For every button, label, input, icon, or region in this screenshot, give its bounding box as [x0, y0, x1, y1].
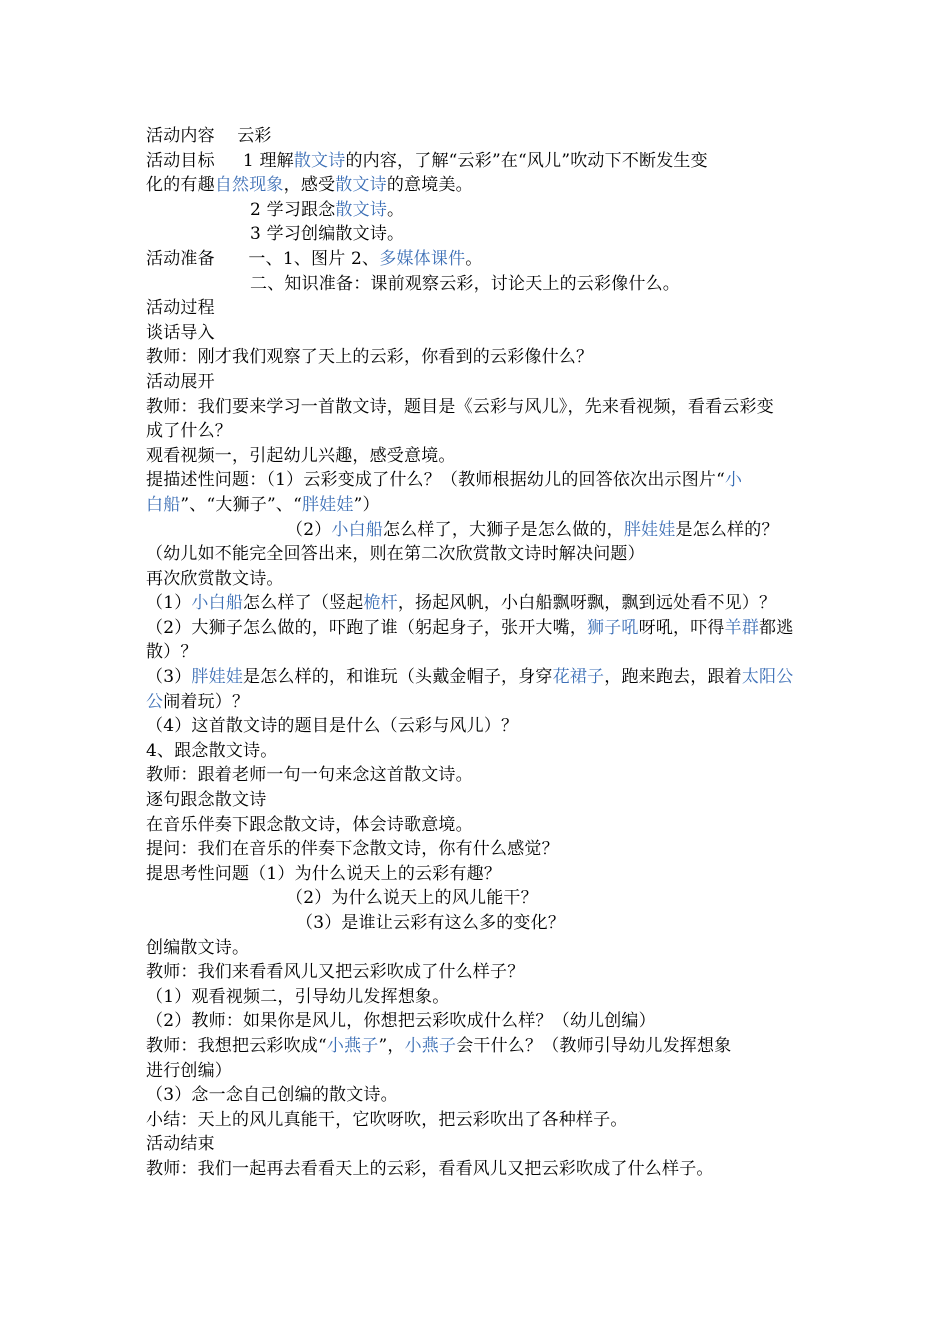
text-segment: 的内容，了解“云彩”在“风儿”吹动下不断发生变 [345, 150, 708, 171]
keyword-link[interactable]: 胖娃娃 [301, 494, 354, 515]
text-segment: 观看视频一，引起幼儿兴趣，感受意境。 [146, 445, 456, 466]
keyword-link[interactable]: 散文诗 [293, 150, 346, 171]
text-line [146, 591, 816, 616]
text-segment: 活动展开 [146, 371, 215, 392]
text-line [146, 985, 816, 1010]
text-line [146, 198, 816, 223]
text-segment: ”） [353, 494, 380, 515]
keyword-link[interactable]: 小燕子 [326, 1035, 379, 1056]
text-segment: 教师：我们要来学习一首散文诗，题目是《云彩与风儿》，先来看视频，看看云彩变 [146, 396, 774, 417]
text-segment: （3） [146, 667, 192, 688]
text-segment: 谈话导入 [146, 322, 215, 343]
keyword-link[interactable]: 小 [725, 470, 743, 491]
text-segment: 4、跟念散文诗。 [146, 740, 278, 761]
keyword-link[interactable]: 胖娃娃 [191, 667, 244, 688]
text-segment: （4）这首散文诗的题目是什么（云彩与风儿）？ [146, 716, 519, 737]
text-segment: 。 [465, 248, 483, 269]
text-segment: 教师：刚才我们观察了天上的云彩，你看到的云彩像什么？ [146, 347, 594, 368]
text-line [146, 518, 816, 543]
text-line [146, 665, 816, 690]
text-line [146, 173, 816, 198]
text-segment: （3）是谁让云彩有这么多的变化？ [296, 913, 566, 933]
text-line [146, 788, 816, 813]
keyword-link[interactable]: 散文诗 [335, 175, 387, 196]
keyword-link[interactable]: 花裙子 [552, 667, 605, 688]
keyword-link[interactable]: 白船 [146, 494, 181, 515]
text-segment: （2）为什么说天上的风儿能干？ [286, 888, 538, 909]
text-segment: 散）？ [146, 642, 198, 663]
text-line [146, 763, 816, 788]
text-segment: 是怎么样的，和谁玩（头戴金帽子，身穿 [243, 667, 553, 688]
text-line [146, 567, 816, 592]
text-line [146, 960, 816, 985]
keyword-link[interactable]: 公 [146, 691, 164, 712]
keyword-link[interactable]: 小白船 [331, 519, 384, 540]
text-line [146, 1034, 816, 1059]
text-line [146, 690, 816, 715]
text-line [146, 149, 816, 174]
text-segment: 提描述性问题：（1）云彩变成了什么？（教师根据幼儿的回答依次出示图片“ [146, 470, 726, 491]
text-line [146, 124, 816, 149]
text-line [146, 886, 816, 911]
text-segment: （2）教师：如果你是风儿，你想把云彩吹成什么样？（幼儿创编） [146, 1011, 656, 1032]
keyword-link[interactable]: 桅杆 [363, 593, 398, 614]
text-segment: 教师：我想把云彩吹成“ [146, 1035, 327, 1056]
text-segment: 教师：我们来看看风儿又把云彩吹成了什么样子？ [146, 962, 525, 983]
text-line [146, 542, 816, 567]
text-line [146, 1059, 816, 1084]
text-segment: 活动目标 1 理解 [146, 150, 294, 171]
keyword-link[interactable]: 羊群 [724, 617, 760, 638]
keyword-link[interactable]: 多媒体课件 [379, 248, 466, 269]
text-line [146, 714, 816, 739]
text-line [146, 813, 816, 838]
text-segment: 化的有趣 [146, 175, 215, 196]
text-line [146, 936, 816, 961]
text-segment: 怎么样了（竖起 [243, 593, 364, 614]
text-segment: ，跑来跑去，跟着 [604, 667, 742, 688]
text-line [146, 370, 816, 395]
text-line [146, 616, 816, 641]
text-line [146, 739, 816, 764]
keyword-link[interactable]: 狮子吼 [587, 617, 639, 638]
text-line [146, 1108, 816, 1133]
text-segment: 小结：天上的风儿真能干，它吹呀吹，把云彩吹出了各种样子。 [146, 1109, 628, 1130]
text-segment: 二、知识准备：课前观察云彩，讨论天上的云彩像什么。 [250, 273, 680, 294]
text-segment: 呀吼，吓得 [638, 617, 725, 638]
text-line [146, 345, 816, 370]
keyword-link[interactable]: 小燕子 [404, 1035, 457, 1056]
text-line [146, 468, 816, 493]
text-line [146, 395, 816, 420]
lesson-plan-text [146, 124, 816, 1182]
text-segment: 活动准备 一、1、图片 2、 [146, 248, 380, 269]
text-segment: 提问：我们在音乐的伴奏下念散文诗，你有什么感觉？ [146, 839, 559, 860]
text-segment: 逐句跟念散文诗 [146, 790, 267, 811]
text-segment: 活动结束 [146, 1134, 215, 1155]
text-segment: 3 学习创编散文诗。 [250, 224, 405, 245]
text-segment: 在音乐伴奏下跟念散文诗，体会诗歌意境。 [146, 814, 473, 835]
text-line [146, 1083, 816, 1108]
text-segment: 成了什么？ [146, 421, 232, 442]
keyword-link[interactable]: 胖娃娃 [623, 519, 676, 540]
text-segment: 教师：跟着老师一句一句来念这首散文诗。 [146, 765, 473, 786]
text-segment: 是怎么样的？ [675, 519, 779, 540]
text-segment: 活动过程 [146, 298, 215, 319]
text-segment: 怎么样了，大狮子是怎么做的， [383, 519, 624, 540]
text-segment: 提思考性问题（1）为什么说天上的云彩有趣？ [146, 863, 502, 884]
text-segment: （幼儿如不能完全回答出来，则在第二次欣赏散文诗时解决问题） [146, 544, 645, 565]
text-segment: 进行创编） [146, 1060, 232, 1081]
text-segment: ”， [378, 1035, 405, 1056]
text-line [146, 1157, 816, 1182]
text-segment: 教师：我们一起再去看看天上的云彩，看看风儿又把云彩吹成了什么样子。 [146, 1158, 714, 1179]
text-segment: （2） [286, 519, 332, 540]
text-line [146, 837, 816, 862]
keyword-link[interactable]: 小白船 [191, 593, 244, 614]
text-segment: 活动内容 云彩 [146, 126, 272, 146]
text-segment: 闹着玩）？ [163, 691, 250, 712]
text-line [146, 296, 816, 321]
text-segment: （1）观看视频二，引导幼儿发挥想象。 [146, 986, 450, 1007]
text-line [146, 862, 816, 887]
text-segment: 的意境美。 [386, 175, 473, 196]
keyword-link[interactable]: 散文诗 [335, 199, 388, 220]
text-segment: 2 学习跟念 [250, 199, 336, 220]
text-line [146, 640, 816, 665]
text-line [146, 272, 816, 297]
text-segment: ，扬起风帆，小白船飘呀飘，飘到远处看不见）？ [397, 593, 777, 614]
text-line [146, 911, 816, 936]
keyword-link[interactable]: 自然现象 [214, 175, 284, 196]
text-segment: 创编散文诗。 [146, 937, 250, 958]
text-segment: （3）念一念自己创编的散文诗。 [146, 1085, 398, 1106]
text-segment: ”、“大狮子”、“ [180, 494, 302, 515]
text-segment: 会干什么？（教师引导幼儿发挥想象 [456, 1035, 732, 1056]
text-segment: （1） [146, 593, 192, 614]
text-segment: （2）大狮子怎么做的，吓跑了谁（躬起身子，张开大嘴， [146, 617, 588, 638]
text-segment: ，感受 [283, 175, 336, 196]
text-segment: 都逃 [759, 617, 794, 638]
text-line [146, 493, 816, 518]
keyword-link[interactable]: 太阳公 [741, 667, 794, 688]
text-line [146, 222, 816, 247]
text-line [146, 419, 816, 444]
text-segment: 。 [387, 199, 405, 220]
text-line [146, 1132, 816, 1157]
text-line [146, 1009, 816, 1034]
text-line [146, 247, 816, 272]
text-line [146, 321, 816, 346]
text-segment: 再次欣赏散文诗。 [146, 568, 284, 589]
text-line [146, 444, 816, 469]
